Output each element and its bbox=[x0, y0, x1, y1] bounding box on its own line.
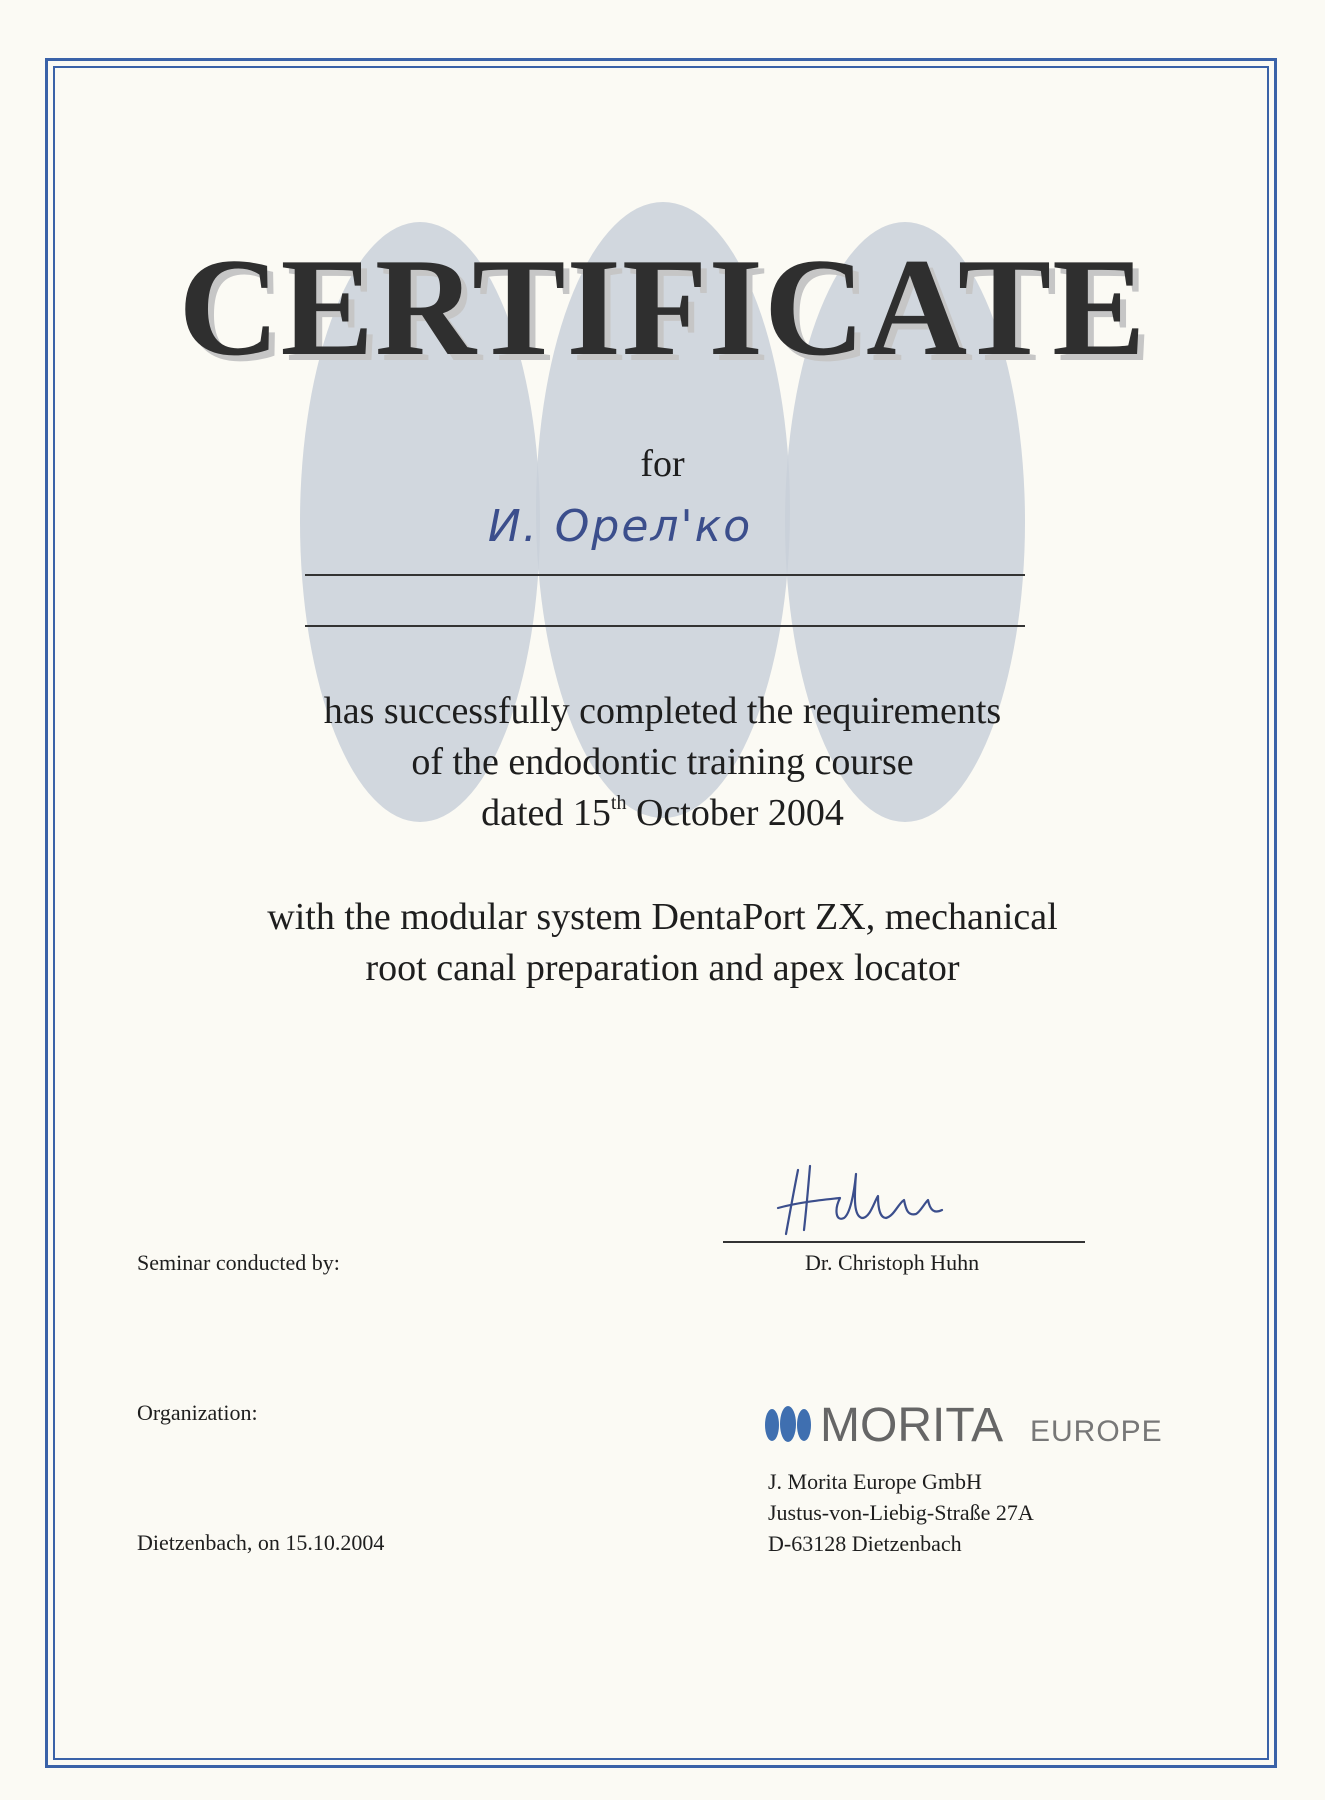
certificate-title: CERTIFICATE bbox=[178, 230, 1147, 385]
date-ordinal: th bbox=[610, 792, 627, 814]
signature-line bbox=[723, 1241, 1085, 1243]
address-line: D-63128 Dietzenbach bbox=[768, 1531, 962, 1556]
recipient-name: И. Орел'ко bbox=[487, 501, 753, 552]
logo-main-text: MORITA bbox=[820, 1399, 1004, 1452]
course-line: with the modular system DentaPort ZX, mechanical bbox=[267, 896, 1058, 938]
morita-europe-logo bbox=[758, 1395, 1178, 1455]
for-label: for bbox=[640, 443, 685, 485]
address-line: Justus-von-Liebig-Straße 27A bbox=[768, 1500, 1034, 1525]
completion-statement bbox=[0, 686, 1325, 839]
course-date bbox=[0, 788, 1325, 839]
name-underline bbox=[305, 574, 1025, 576]
handwritten-signature bbox=[770, 1160, 980, 1240]
logo-sub-text: EUROPE bbox=[1030, 1415, 1163, 1448]
address-line: J. Morita Europe GmbH bbox=[768, 1469, 982, 1494]
course-description bbox=[0, 892, 1325, 994]
organization-label: Organization: bbox=[137, 1400, 258, 1425]
statement-line: has successfully completed the requirements bbox=[323, 690, 1002, 732]
name-underline-second bbox=[305, 625, 1025, 627]
seminar-label: Seminar conducted by: bbox=[137, 1250, 340, 1275]
statement-line: of the endodontic training course bbox=[411, 741, 914, 783]
signatory-name: Dr. Christoph Huhn bbox=[805, 1250, 980, 1275]
date-suffix: October 2004 bbox=[626, 792, 844, 834]
organization-address bbox=[768, 1466, 1034, 1559]
date-prefix: dated 15 bbox=[481, 792, 611, 834]
place-and-date: Dietzenbach, on 15.10.2004 bbox=[137, 1530, 385, 1555]
course-line: root canal preparation and apex locator bbox=[365, 947, 960, 989]
